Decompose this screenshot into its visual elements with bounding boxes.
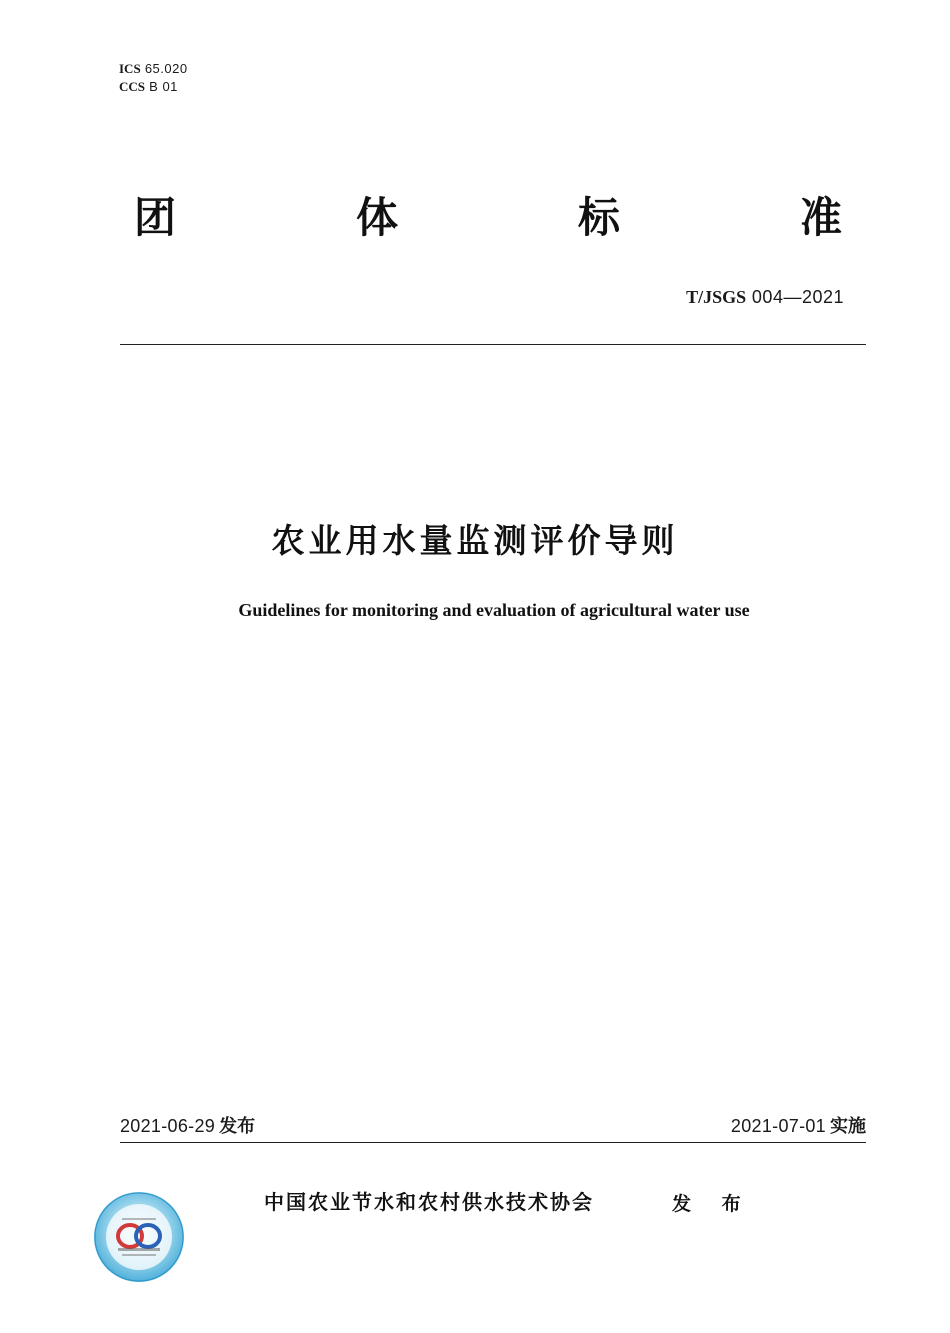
implement-date-line [731,1112,866,1138]
issue-word: 发布 [219,1116,256,1137]
classification-codes [119,60,188,96]
title-english: Guidelines for monitoring and evaluation of agricultural water use [238,600,750,620]
issue-date: 2021-06-29 [120,1116,216,1136]
ics-label: ICS [119,61,141,76]
ccs-value: B 01 [149,79,178,94]
anti-counterfeit-seal-icon [92,1190,186,1284]
ics-value: 65.020 [144,61,188,76]
standard-number-value: 004—2021 [751,287,844,307]
category-char: 体 [356,193,399,242]
bottom-divider [120,1142,866,1143]
publisher-action: 发 布 [672,1193,753,1215]
title-chinese: 农业用水量监测评价导则 [271,521,679,560]
issue-date-line [120,1112,255,1138]
publisher-name: 中国农业节水和农村供水技术协会 [264,1190,594,1214]
implement-date: 2021-07-01 [730,1116,826,1136]
ccs-label: CCS [119,79,146,94]
category-char: 标 [578,193,621,242]
standard-number [686,287,844,308]
standard-number-prefix: T/JSGS [686,287,747,307]
standard-category-heading [134,190,854,250]
category-char: 团 [134,193,177,242]
implement-word: 实施 [830,1116,866,1137]
category-char: 准 [800,193,843,242]
ccs-code [119,78,188,96]
ics-code [119,60,188,78]
top-divider [120,344,866,345]
